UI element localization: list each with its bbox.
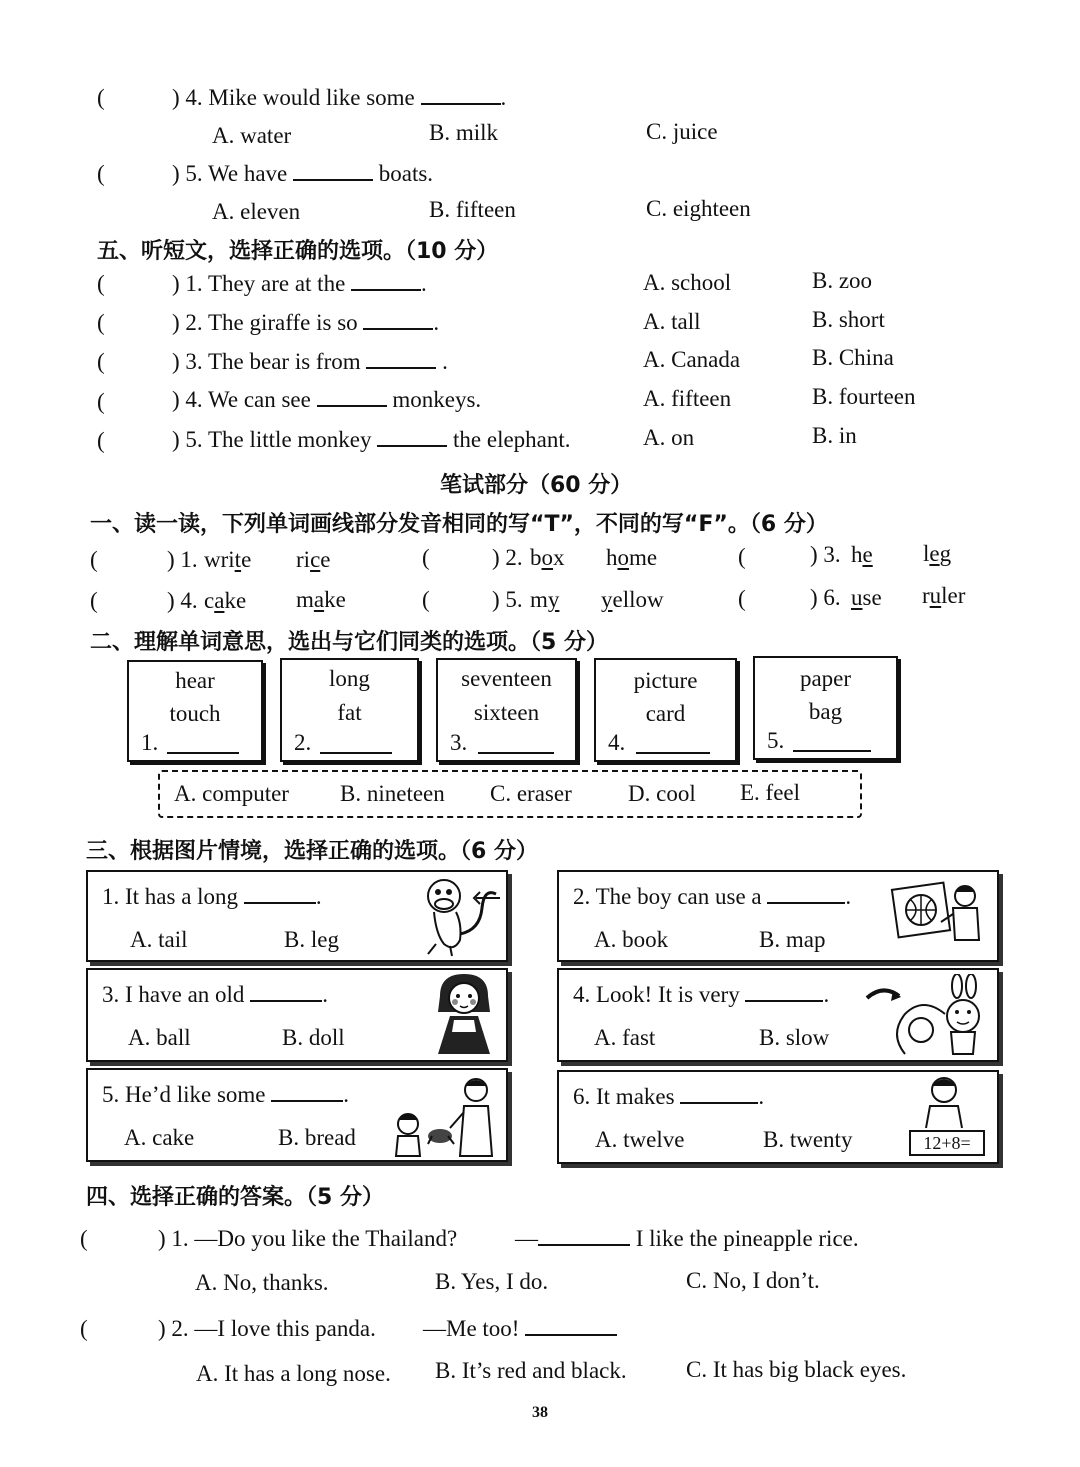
question-end: . [500,85,507,110]
answer-blank[interactable] [793,750,871,752]
option: D. cool [628,781,696,806]
question-text: 1. It has a long [102,884,239,909]
word: paper [799,666,852,691]
option-b: B. China [812,345,894,370]
option-b: B. fourteen [812,384,916,409]
picture-question-box: 2. The boy can use a . A. book B. map [557,870,999,962]
option-a: A. eleven [212,199,301,224]
paren-open: ( [80,1226,88,1251]
answer-blank[interactable] [244,886,316,904]
option: C. eraser [490,781,572,806]
option-a: A. twelve [595,1127,685,1152]
word-1: box [530,545,565,570]
paren-open: ( [422,545,430,570]
word-2: ruler [922,583,966,608]
response-line: — I like the pineapple rice. [515,1226,859,1251]
item-number: 1. [141,730,159,755]
option-a: A. cake [124,1125,195,1150]
word-1: write [204,547,252,572]
option-b: B. fifteen [429,197,516,222]
option-b: B. short [812,307,885,332]
answer-blank[interactable] [317,389,387,407]
paren-open: ( [97,389,105,414]
answer-blank[interactable] [293,163,373,181]
answer-blank[interactable] [525,1318,617,1336]
option-a: A. Canada [643,347,741,372]
question-text: ) 4. We can see [172,387,311,412]
option-a: A. ball [128,1025,191,1050]
word-1: cake [204,588,247,613]
waiter-with-bread-icon [388,1072,504,1158]
question-text: ) 3. The bear is from [172,349,361,374]
question-text: ) 2. The giraffe is so [172,310,358,335]
option-a: A. school [643,270,732,295]
question-end: . [433,310,440,335]
word-2: make [296,587,346,612]
word: bag [808,699,843,724]
word-2: yellow [601,587,664,612]
question-4 [172,85,506,111]
question-text: 3. I have an old [102,982,245,1007]
option-a: A. tail [130,927,188,952]
item-number: ) 1. [167,547,198,572]
answer-blank[interactable] [377,429,447,447]
item-number: 3. [450,730,468,755]
option-b: B. It’s red and black. [435,1358,627,1383]
boy-with-sum-icon [904,1072,994,1130]
option-c: C. It has big black eyes. [686,1357,907,1382]
section-title: 二、理解单词意思，选出与它们同类的选项。（5 分） [90,630,608,655]
answer-blank[interactable] [478,752,554,754]
picture-question-box: 1. It has a long . A. tail B. leg [86,870,508,962]
response-line: —Me too! [423,1316,617,1342]
picture-question-box: 3. I have an old . A. ball B. doll [86,968,508,1062]
answer-blank[interactable] [167,752,239,754]
answer-blank[interactable] [250,984,322,1002]
item-number: ) 2. [492,545,523,570]
word-1: my [530,587,560,612]
word: fat [337,700,362,725]
paren-open: ( [90,547,98,572]
option-b: B. milk [429,120,499,145]
word-group-box [280,658,419,762]
answer-blank[interactable] [351,273,421,291]
paren-open: ( [738,586,746,611]
word-1: use [851,585,882,610]
item-number: ) 3. [810,542,841,567]
word: card [645,701,686,726]
question-text: 2. The boy can use a [573,884,762,909]
option-b: B. leg [284,927,339,952]
question-end: monkeys. [392,387,482,412]
question-text: ) 5. We have [172,161,288,186]
option-a: A. tall [643,309,701,334]
question-text: ) 2. —I love this panda. [158,1316,376,1341]
option: B. nineteen [340,781,445,806]
option-a: A. water [212,123,292,148]
paren-open: ( [738,544,746,569]
option-b: B. twenty [763,1127,853,1152]
written-part-title: 笔试部分（60 分） [440,473,633,498]
word-group-box [594,658,737,762]
answer-blank[interactable] [680,1086,758,1104]
question-5 [172,161,433,187]
answer-blank[interactable] [538,1228,630,1246]
answer-blank[interactable] [366,351,436,369]
question-text: ) 4. Mike would like some [172,85,415,110]
option-b: B. map [759,927,826,952]
question-end: . [421,271,427,296]
word: long [329,666,370,691]
word-2: rice [296,547,331,572]
word-group-box [127,660,263,762]
sum-board: 12+8= [909,1130,985,1156]
paren-open: ( [422,587,430,612]
word-1: he [851,542,873,567]
option-a: A. fast [594,1025,656,1050]
item-number: ) 4. [167,588,198,613]
item-number: 2. [294,730,312,755]
word: sixteen [473,700,540,725]
paren-open: ( [80,1316,88,1341]
word-group-box [436,658,577,762]
option-a: A. book [594,927,669,952]
picture-question-box: 6. It makes . A. twelve B. twenty 12+8= [557,1070,999,1164]
word-2: leg [923,541,952,566]
question-end: boats. [378,161,434,186]
option-b: B. zoo [812,268,873,293]
answer-blank[interactable] [421,87,501,105]
item-number: ) 6. [810,585,841,610]
page-number: 38 [532,1404,548,1421]
paren-open: ( [90,588,98,613]
answer-blank[interactable] [363,312,433,330]
word-2: home [606,545,658,570]
answer-blank[interactable] [767,886,845,904]
word: touch [169,701,221,726]
option-b: B. Yes, I do. [435,1269,549,1294]
answer-blank[interactable] [745,984,823,1002]
section-title: 一、读一读，下列单词画线部分发音相同的写“T”，不同的写“F”。（6 分） [90,512,828,537]
word: picture [633,668,698,693]
doll-icon [430,972,498,1058]
option: A. computer [174,781,289,806]
option-b: B. in [812,423,857,448]
rabbit-snail-icon [859,974,993,1058]
option-a: A. on [643,425,695,450]
picture-question-box: 4. Look! It is very . A. fast B. slow [557,968,999,1062]
option-c: C. juice [646,119,718,144]
option-c: C. eighteen [646,196,751,221]
question-end: . [442,349,448,374]
answer-blank[interactable] [320,752,392,754]
question-text: ) 1. —Do you like the Thailand? [158,1226,458,1251]
option: E. feel [740,780,801,805]
question-text: 4. Look! It is very [573,982,740,1007]
section-title: 四、选择正确的答案。（5 分） [86,1185,384,1210]
item-number: 5. [767,728,785,753]
word: hear [175,668,215,693]
option-c: C. No, I don’t. [686,1268,820,1293]
paren-open: ( [97,161,105,186]
paren-open: ( [97,310,105,335]
option-b: B. bread [278,1125,356,1150]
option-b: B. doll [282,1025,345,1050]
paren-open: ( [97,428,105,453]
option-b: B. slow [759,1025,830,1050]
question-text: ) 1. They are at the [172,271,346,296]
answer-blank[interactable] [636,752,710,754]
item-number: ) 5. [492,587,523,612]
option-a: A. It has a long nose. [196,1361,391,1386]
section-title: 五、听短文，选择正确的选项。（10 分） [97,239,499,264]
question-text: ) 5. The little monkey [172,427,372,452]
picture-question-box: 5. He’d like some . A. cake B. bread [86,1068,508,1162]
boy-with-map-icon [889,878,993,956]
word-group-box [753,656,898,760]
paren-open: ( [97,85,105,110]
section-title: 三、根据图片情境，选择正确的选项。（6 分） [86,839,538,864]
question-text: 6. It makes [573,1084,675,1109]
monkey-pointing-tail-icon [416,874,506,958]
option-a: A. fifteen [643,386,732,411]
paren-open: ( [97,349,105,374]
question-end: the elephant. [453,427,571,452]
item-number: 4. [608,730,626,755]
option-a: A. No, thanks. [195,1270,329,1295]
answer-blank[interactable] [271,1084,343,1102]
paren-open: ( [97,271,105,296]
word: seventeen [461,666,552,691]
question-text: 5. He’d like some [102,1082,266,1107]
